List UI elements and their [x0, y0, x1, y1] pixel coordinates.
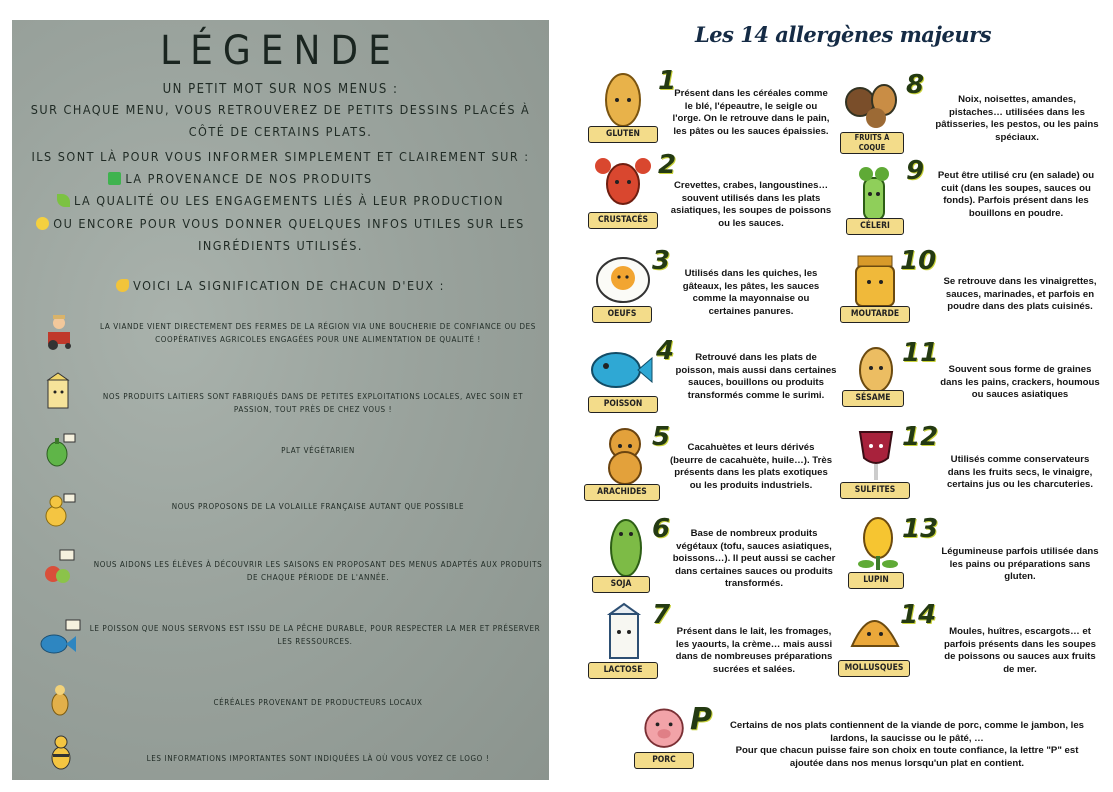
allergen-banner: LACTOSE [588, 662, 658, 679]
allergen-banner: CRUSTACÉS [588, 212, 658, 229]
allergen-description: Présent dans les céréales comme le blé, l'épeautre, le seigle ou l'orge. On le retrouve dans le pain, les pâtes ou les sauces épaissies. [672, 88, 830, 137]
allergen-description: Peut être utilisé cru (en salade) ou cuit (dans les soupes, sauces ou fonds). Parfois présent dans les bouillons en poudre. [937, 170, 1095, 219]
allergen-number: 6 [652, 514, 671, 544]
legend-row-text: LA VIANDE VIENT DIRECTEMENT DES FERMES DE LA RÉGION VIA UNE BOUCHERIE DE CONFIANCE OU DES COOPÉRATIVES AGRICOLES ENGAGÉES POUR UNE ALIMENTATION DE QUALITÉ ! [100, 322, 536, 344]
farmer-tractor-icon [44, 312, 78, 352]
legend-row-text: LE POISSON QUE NOUS SERVONS EST ISSU DE LA PÊCHE DURABLE, POUR RESPECTER LA MER ET PRÉSERVER LES RESSOURCES. [89, 624, 541, 646]
fish-icon [38, 618, 82, 658]
allergen-number: 3 [652, 246, 671, 276]
chicken-icon [42, 490, 76, 530]
porc-letter: P [690, 702, 712, 737]
allergen-description: Utilisés dans les quiches, les gâteaux, les pâtes, les sauces comme la mayonnaise ou certaines panures. [682, 268, 820, 317]
meaning-heading: VOICI LA SIGNIFICATION DE CHACUN D'EUX : [12, 278, 549, 293]
allergen-number: 13 [902, 514, 939, 544]
intro-line-provenance: LA PROVENANCE DE NOS PRODUITS [12, 171, 509, 186]
allergen-banner: SULFITES [840, 482, 910, 499]
allergen-description: Souvent sous forme de graines dans les pains, crackers, houmous ou sauces asiatiques [940, 364, 1100, 400]
legend-row-text: NOS PRODUITS LAITIERS SONT FABRIQUÉS DANS DE PETITES EXPLOITATIONS LOCALES, AVEC SOIN ET PASSION, TOUT PRÈS DE CHEZ VOUS ! [102, 392, 524, 414]
legend-subtitle: UN PETIT MOT SUR NOS MENUS : [162, 82, 399, 97]
allergen-banner: SÉSAME [842, 390, 904, 407]
allergen-description: Noix, noisettes, amandes, pistaches… utilisées dans les pâtisseries, les pestos, ou les pains spéciaux. [935, 94, 1099, 143]
allergen-number: 11 [902, 338, 939, 368]
allergen-banner: MOUTARDE [840, 306, 910, 323]
allergen-number: 5 [652, 422, 671, 452]
pointing-hand-icon [116, 279, 129, 292]
allergen-banner: MOLLUSQUES [838, 660, 910, 677]
porc-description: Certains de nos plats contiennent de la viande de porc, comme le jambon, les lardons, la saucisse ou le pâté, … Pour que chacun puisse faire son choix en toute confiance, la lettre "P" est ajoutée dans nos menus lorsqu'un plat en contient. [730, 720, 1084, 769]
legend-row-text: PLAT VÉGÉTARIEN [281, 446, 355, 455]
intro-line-quality: LA QUALITÉ OU LES ENGAGEMENTS LIÉS À LEUR PRODUCTION [12, 193, 549, 208]
legend-row-text: LES INFORMATIONS IMPORTANTES SONT INDIQUÉES LÀ OÙ VOUS VOYEZ CE LOGO ! [146, 754, 490, 763]
allergen-description: Retrouvé dans les plats de poisson, mais aussi dans certaines sauces, bouillons ou produits transformés comme le surimi. [675, 352, 837, 401]
green-pepper-icon [42, 430, 76, 470]
allergens-page [560, 0, 1113, 792]
legend-row-text: NOUS AIDONS LES ÉLÈVES À DÉCOUVRIR LES SAISONS EN PROPOSANT DES MENUS ADAPTÉS AUX PRODUITS DE CHAQUE PÉRIODE DE L'ANNÉE. [93, 560, 543, 582]
allergen-banner: FRUITS À COQUE [840, 132, 904, 154]
legend-row-text: CÉRÉALES PROVENANT DE PRODUCTEURS LOCAUX [213, 698, 423, 707]
allergen-number: 10 [900, 246, 937, 276]
allergen-description: Cacahuètes et leurs dérivés (beurre de cacahuète, huile…). Très présents dans les plats exotiques ou les produits industriels. [669, 442, 833, 491]
allergen-description: Crevettes, crabes, langoustines… souvent utilisés dans les plats asiatiques, les soupes de poissons ou les sauces. [670, 180, 832, 229]
allergen-number: 8 [906, 70, 925, 100]
allergen-number: 12 [902, 422, 939, 452]
allergen-number: 9 [906, 156, 925, 186]
lightbulb-icon [36, 217, 49, 230]
allergen-description: Utilisés comme conservateurs dans les fruits secs, le vinaigre, certains jus ou les charcuteries. [946, 454, 1094, 490]
intro-line: CÔTÉ DE CERTAINS PLATS. [188, 124, 373, 139]
allergen-description: Moules, huîtres, escargots… et parfois présents dans les soupes de poissons ou sauces aux fruits de mer. [944, 626, 1096, 675]
intro-line: ILS SONT LÀ POUR VOUS INFORMER SIMPLEMENT ET CLAIREMENT SUR : [31, 149, 530, 164]
fruit-basket-icon [42, 548, 76, 588]
milk-carton-icon [42, 372, 76, 412]
allergen-banner: OEUFS [592, 306, 652, 323]
allergen-description: Légumineuse parfois utilisée dans les pains ou préparations sans gluten. [941, 546, 1099, 582]
allergen-number: 14 [900, 600, 937, 630]
intro-line: INGRÉDIENTS UTILISÉS. [198, 238, 363, 253]
allergen-number: 7 [652, 600, 671, 630]
legend-title: LÉGENDE [160, 28, 401, 74]
allergens-title: Les 14 allergènes majeurs [695, 22, 992, 47]
allergen-description: Se retrouve dans les vinaigrettes, sauces, marinades, et parfois en poudre dans des plats cuisinés. [943, 276, 1097, 312]
intro-line: SUR CHAQUE MENU, VOUS RETROUVEREZ DE PETITS DESSINS PLACÉS À [30, 102, 531, 117]
cereal-icon [44, 680, 78, 720]
leaf-icon [57, 194, 70, 207]
intro-line-info: OU ENCORE POUR VOUS DONNER QUELQUES INFOS UTILES SUR LES [12, 216, 549, 231]
legend-row-text: NOUS PROPOSONS DE LA VOLAILLE FRANÇAISE AUTANT QUE POSSIBLE [171, 502, 465, 511]
check-icon [108, 172, 121, 185]
allergen-banner: GLUTEN [588, 126, 658, 143]
pig-icon [632, 700, 698, 760]
legend-page [12, 20, 549, 780]
porc-banner: PORC [634, 752, 694, 769]
allergen-banner: SOJA [592, 576, 650, 593]
warning-bee-icon [44, 732, 78, 772]
allergen-banner: POISSON [588, 396, 658, 413]
allergen-number: 4 [656, 336, 675, 366]
allergen-banner: ARACHIDES [584, 484, 660, 501]
allergen-number: 2 [658, 150, 677, 180]
allergen-number: 1 [658, 66, 677, 96]
allergen-banner: LUPIN [848, 572, 904, 589]
allergen-banner: CÉLERI [846, 218, 904, 235]
allergen-description: Base de nombreux produits végétaux (tofu, sauces asiatiques, boissons…). Il peut aussi se cacher dans certaines sauces ou produits transformés. [672, 528, 836, 589]
allergen-description: Présent dans le lait, les fromages, les yaourts, la crème… mais aussi dans de nombreuses préparations sucrées et salées. [675, 626, 833, 675]
